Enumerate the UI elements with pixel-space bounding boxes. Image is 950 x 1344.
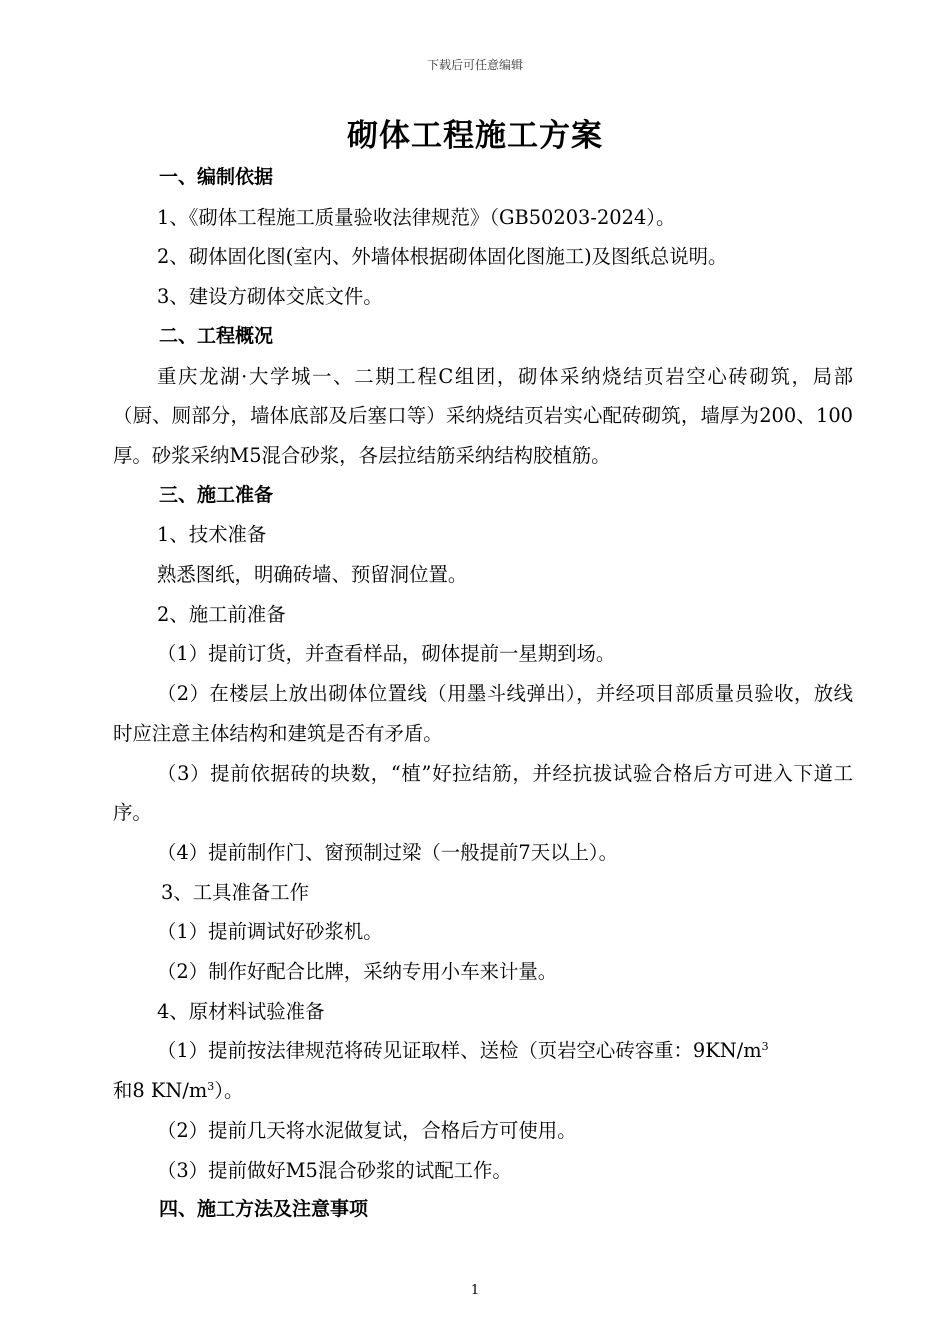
material-testing-item-3: （3）提前做好M5混合砂浆的试配工作。 (157, 1158, 512, 1182)
basis-item-3: 3、建设方砌体交底文件。 (157, 285, 383, 309)
superscript-cubic-1: 3 (761, 1040, 769, 1054)
pre-construction-item-4: （4）提前制作门、窗预制过梁（一般提前7天以上）。 (157, 840, 618, 864)
page-header-note: 下载后可任意编辑 (426, 58, 523, 72)
basis-item-1: 1、《砌体工程施工质量验收法律规范》（GB50203-2024）。 (157, 205, 676, 229)
technical-prep-text: 熟悉图纸，明确砖墙、预留洞位置。 (157, 563, 468, 587)
material-testing-item-1 (113, 1031, 853, 1110)
tool-prep-item-2: （2）制作好配合比牌，采纳专用小车来计量。 (157, 960, 558, 984)
tool-prep-item-1: （1）提前调试好砂浆机。 (157, 920, 383, 944)
overview-paragraph: 重庆龙湖·大学城一、二期工程C组团，砌体采纳烧结页岩空心砖砌筑，局部（厨、厕部分，墙体底部及后塞口等）采纳烧结页岩实心配砖砌筑，墙厚为200、100厚。砂浆采纳M5混合砂浆，各层拉结筋采纳结构胶植筋。 (113, 364, 853, 467)
basis-item-2: 2、砌体固化图(室内、外墙体根据砌体固化图施工)及图纸总说明。 (157, 245, 728, 269)
material-testing-item-1-part-a: （1）提前按法律规范将砖见证取样、送检（页岩空心砖容重：9KN/m (157, 1039, 762, 1063)
subheading-technical-prep: 1、技术准备 (157, 523, 267, 547)
section-heading-overview: 二、工程概况 (159, 324, 274, 347)
material-testing-item-2: （2）提前几天将水泥做复试，合格后方可使用。 (157, 1118, 577, 1142)
pre-construction-item-2: （2）在楼层上放出砌体位置线（用墨斗线弹出），并经项目部质量员验收，放线时应注意主体结构和建筑是否有矛盾。 (113, 682, 853, 745)
pre-construction-item-1: （1）提前订货，并查看样品，砌体提前一星期到场。 (157, 642, 616, 666)
material-testing-item-1-part-c: ）。 (214, 1079, 244, 1103)
section-heading-methods: 四、施工方法及注意事项 (159, 1198, 369, 1221)
section-heading-preparation: 三、施工准备 (159, 483, 274, 506)
page-number: 1 (470, 1283, 480, 1298)
subheading-pre-construction-prep: 2、施工前准备 (157, 602, 286, 626)
document-body (113, 158, 853, 1230)
section-heading-basis: 一、编制依据 (159, 166, 274, 188)
material-testing-item-1-part-b: 和8 KN/m (113, 1079, 208, 1103)
subheading-tool-prep: 3、工具准备工作 (161, 880, 310, 904)
subheading-material-testing: 4、原材料试验准备 (157, 999, 325, 1023)
superscript-cubic-2: 3 (207, 1080, 215, 1094)
pre-construction-item-3: （3）提前依据砖的块数，“植”好拉结筋，并经抗拔试验合格后方可进入下道工序。 (113, 761, 853, 825)
document-title: 砌体工程施工方案 (347, 118, 603, 154)
